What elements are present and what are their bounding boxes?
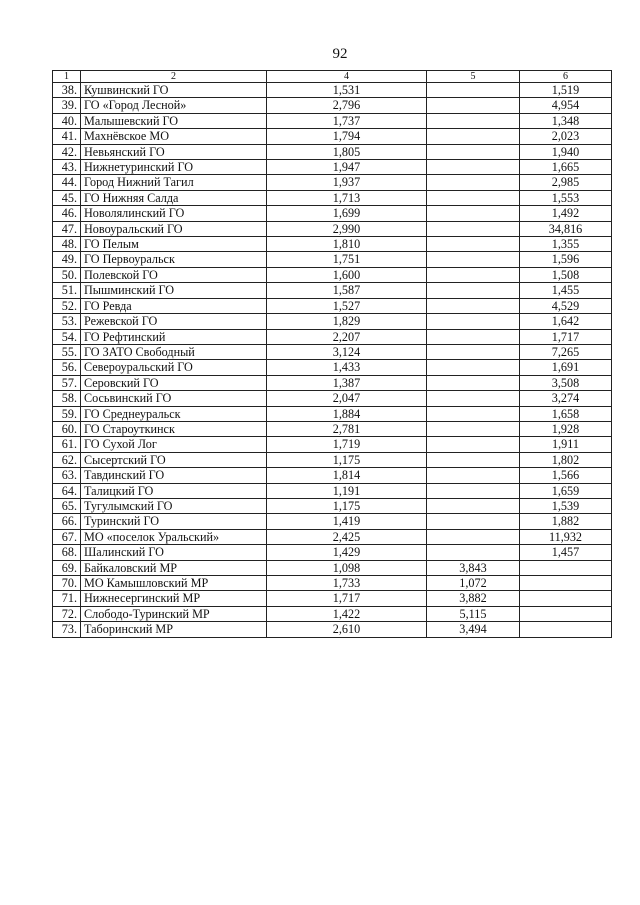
value-col-6: 1,642 <box>520 314 612 329</box>
row-number: 51. <box>53 283 81 298</box>
value-col-5: 3,882 <box>427 591 520 606</box>
value-col-6: 11,932 <box>520 529 612 544</box>
table-row <box>53 483 612 498</box>
row-number: 63. <box>53 468 81 483</box>
value-col-6: 1,940 <box>520 144 612 159</box>
row-number: 49. <box>53 252 81 267</box>
table-row <box>53 298 612 313</box>
value-col-5 <box>427 267 520 282</box>
value-col-5 <box>427 406 520 421</box>
value-col-6: 1,457 <box>520 545 612 560</box>
value-col-5 <box>427 375 520 390</box>
value-col-6: 1,355 <box>520 237 612 252</box>
value-col-6: 1,928 <box>520 421 612 436</box>
value-col-6: 1,882 <box>520 514 612 529</box>
value-col-6: 1,658 <box>520 406 612 421</box>
municipality-name: МО Камышловский МР <box>81 576 267 591</box>
table-row <box>53 514 612 529</box>
table-row <box>53 498 612 513</box>
row-number: 58. <box>53 391 81 406</box>
table-row <box>53 175 612 190</box>
row-number: 40. <box>53 113 81 128</box>
value-col-4: 1,527 <box>267 298 427 313</box>
table-row <box>53 314 612 329</box>
header-col-6: 6 <box>520 71 612 83</box>
value-col-6: 1,691 <box>520 360 612 375</box>
municipality-name: Невьянский ГО <box>81 144 267 159</box>
value-col-5 <box>427 483 520 498</box>
row-number: 50. <box>53 267 81 282</box>
table-row <box>53 406 612 421</box>
value-col-5: 3,494 <box>427 622 520 637</box>
row-number: 46. <box>53 206 81 221</box>
table-row <box>53 421 612 436</box>
value-col-4: 1,937 <box>267 175 427 190</box>
value-col-5 <box>427 314 520 329</box>
value-col-6: 1,455 <box>520 283 612 298</box>
municipality-name: Полевской ГО <box>81 267 267 282</box>
value-col-4: 1,175 <box>267 452 427 467</box>
table-row <box>53 622 612 637</box>
value-col-5 <box>427 160 520 175</box>
value-col-6: 3,274 <box>520 391 612 406</box>
municipality-name: Сосьвинский ГО <box>81 391 267 406</box>
value-col-4: 2,610 <box>267 622 427 637</box>
row-number: 53. <box>53 314 81 329</box>
value-col-4: 1,387 <box>267 375 427 390</box>
municipality-name: ГО Нижняя Салда <box>81 190 267 205</box>
value-col-5 <box>427 283 520 298</box>
value-col-5 <box>427 252 520 267</box>
row-number: 73. <box>53 622 81 637</box>
value-col-6: 1,659 <box>520 483 612 498</box>
value-col-4: 1,814 <box>267 468 427 483</box>
value-col-6: 1,717 <box>520 329 612 344</box>
table-row <box>53 206 612 221</box>
table-row <box>53 360 612 375</box>
municipality-name: Кушвинский ГО <box>81 83 267 98</box>
municipality-name: ГО ЗАТО Свободный <box>81 344 267 359</box>
table-row <box>53 576 612 591</box>
municipality-name: Таборинский МР <box>81 622 267 637</box>
value-col-5 <box>427 452 520 467</box>
municipality-name: ГО Ревда <box>81 298 267 313</box>
municipality-name: ГО Среднеуральск <box>81 406 267 421</box>
row-number: 52. <box>53 298 81 313</box>
row-number: 69. <box>53 560 81 575</box>
value-col-6: 2,023 <box>520 129 612 144</box>
value-col-5 <box>427 529 520 544</box>
row-number: 41. <box>53 129 81 144</box>
row-number: 43. <box>53 160 81 175</box>
value-col-4: 1,751 <box>267 252 427 267</box>
value-col-4: 1,805 <box>267 144 427 159</box>
value-col-6: 3,508 <box>520 375 612 390</box>
value-col-4: 1,098 <box>267 560 427 575</box>
table-row <box>53 329 612 344</box>
value-col-6: 1,566 <box>520 468 612 483</box>
value-col-4: 2,781 <box>267 421 427 436</box>
value-col-5 <box>427 437 520 452</box>
row-number: 71. <box>53 591 81 606</box>
value-col-4: 2,990 <box>267 221 427 236</box>
row-number: 65. <box>53 498 81 513</box>
table-row <box>53 160 612 175</box>
municipality-name: ГО Рефтинский <box>81 329 267 344</box>
value-col-4: 2,047 <box>267 391 427 406</box>
municipality-name: Нижнесергинский МР <box>81 591 267 606</box>
page-number: 92 <box>332 46 348 62</box>
value-col-5 <box>427 98 520 113</box>
municipality-name: Слободо-Туринский МР <box>81 606 267 621</box>
value-col-4: 1,737 <box>267 113 427 128</box>
municipality-name: ГО «Город Лесной» <box>81 98 267 113</box>
row-number: 70. <box>53 576 81 591</box>
value-col-5: 3,843 <box>427 560 520 575</box>
row-number: 66. <box>53 514 81 529</box>
row-number: 54. <box>53 329 81 344</box>
municipality-name: Малышевский ГО <box>81 113 267 128</box>
row-number: 56. <box>53 360 81 375</box>
value-col-5 <box>427 545 520 560</box>
value-col-4: 1,419 <box>267 514 427 529</box>
value-col-5 <box>427 206 520 221</box>
municipality-name: Новоуральский ГО <box>81 221 267 236</box>
municipality-name: Сысертский ГО <box>81 452 267 467</box>
value-col-5 <box>427 298 520 313</box>
row-number: 48. <box>53 237 81 252</box>
municipality-name: Талицкий ГО <box>81 483 267 498</box>
value-col-5 <box>427 83 520 98</box>
table-row <box>53 545 612 560</box>
value-col-4: 1,699 <box>267 206 427 221</box>
value-col-4: 1,531 <box>267 83 427 98</box>
municipality-name: МО «поселок Уральский» <box>81 529 267 544</box>
value-col-6: 2,985 <box>520 175 612 190</box>
value-col-4: 2,425 <box>267 529 427 544</box>
value-col-5: 1,072 <box>427 576 520 591</box>
row-number: 59. <box>53 406 81 421</box>
row-number: 60. <box>53 421 81 436</box>
value-col-5 <box>427 421 520 436</box>
row-number: 45. <box>53 190 81 205</box>
value-col-4: 1,191 <box>267 483 427 498</box>
table-row <box>53 529 612 544</box>
value-col-6: 7,265 <box>520 344 612 359</box>
header-col-4: 4 <box>267 71 427 83</box>
value-col-4: 2,207 <box>267 329 427 344</box>
value-col-5 <box>427 329 520 344</box>
municipality-name: Город Нижний Тагил <box>81 175 267 190</box>
table-row <box>53 144 612 159</box>
municipality-name: Режевской ГО <box>81 314 267 329</box>
value-col-5 <box>427 113 520 128</box>
value-col-6: 1,596 <box>520 252 612 267</box>
header-col-2: 2 <box>81 71 267 83</box>
table-row <box>53 267 612 282</box>
value-col-6 <box>520 591 612 606</box>
value-col-4: 1,587 <box>267 283 427 298</box>
value-col-4: 1,733 <box>267 576 427 591</box>
row-number: 47. <box>53 221 81 236</box>
municipality-name: Шалинский ГО <box>81 545 267 560</box>
value-col-4: 1,719 <box>267 437 427 452</box>
municipality-name: ГО Сухой Лог <box>81 437 267 452</box>
row-number: 61. <box>53 437 81 452</box>
value-col-4: 1,717 <box>267 591 427 606</box>
table-row <box>53 252 612 267</box>
row-number: 42. <box>53 144 81 159</box>
row-number: 64. <box>53 483 81 498</box>
value-col-4: 1,884 <box>267 406 427 421</box>
table-body <box>53 71 612 638</box>
value-col-4: 1,600 <box>267 267 427 282</box>
value-col-5 <box>427 344 520 359</box>
value-col-5 <box>427 498 520 513</box>
value-col-6: 1,492 <box>520 206 612 221</box>
table-row <box>53 190 612 205</box>
municipality-name: Пышминский ГО <box>81 283 267 298</box>
value-col-6: 1,802 <box>520 452 612 467</box>
value-col-5 <box>427 175 520 190</box>
data-table <box>52 70 612 638</box>
table-row <box>53 606 612 621</box>
table-row <box>53 129 612 144</box>
value-col-5 <box>427 360 520 375</box>
value-col-4: 1,810 <box>267 237 427 252</box>
value-col-6 <box>520 560 612 575</box>
table-row <box>53 375 612 390</box>
municipality-name: Байкаловский МР <box>81 560 267 575</box>
row-number: 62. <box>53 452 81 467</box>
value-col-6: 34,816 <box>520 221 612 236</box>
row-number: 44. <box>53 175 81 190</box>
value-col-6: 4,529 <box>520 298 612 313</box>
row-number: 72. <box>53 606 81 621</box>
value-col-4: 1,433 <box>267 360 427 375</box>
value-col-6: 1,553 <box>520 190 612 205</box>
value-col-4: 1,429 <box>267 545 427 560</box>
table-row <box>53 468 612 483</box>
table-row <box>53 591 612 606</box>
municipality-name: ГО Пелым <box>81 237 267 252</box>
table-row <box>53 113 612 128</box>
row-number: 67. <box>53 529 81 544</box>
value-col-6 <box>520 606 612 621</box>
value-col-5 <box>427 391 520 406</box>
row-number: 55. <box>53 344 81 359</box>
value-col-5 <box>427 190 520 205</box>
value-col-4: 2,796 <box>267 98 427 113</box>
table-row <box>53 221 612 236</box>
row-number: 57. <box>53 375 81 390</box>
value-col-5 <box>427 468 520 483</box>
municipality-name: Североуральский ГО <box>81 360 267 375</box>
municipality-name: ГО Первоуральск <box>81 252 267 267</box>
header-col-1: 1 <box>53 71 81 83</box>
value-col-6: 1,665 <box>520 160 612 175</box>
municipality-name: Новолялинский ГО <box>81 206 267 221</box>
municipality-name: Тавдинский ГО <box>81 468 267 483</box>
municipality-name: Серовский ГО <box>81 375 267 390</box>
value-col-6 <box>520 576 612 591</box>
row-number: 68. <box>53 545 81 560</box>
value-col-4: 3,124 <box>267 344 427 359</box>
value-col-6: 1,508 <box>520 267 612 282</box>
value-col-6 <box>520 622 612 637</box>
value-col-5 <box>427 237 520 252</box>
value-col-6: 1,348 <box>520 113 612 128</box>
table-row <box>53 437 612 452</box>
municipality-name: Махнёвское МО <box>81 129 267 144</box>
value-col-6: 1,539 <box>520 498 612 513</box>
table-row <box>53 560 612 575</box>
municipality-name: Тугулымский ГО <box>81 498 267 513</box>
value-col-5: 5,115 <box>427 606 520 621</box>
table-row <box>53 344 612 359</box>
municipality-name: ГО Староуткинск <box>81 421 267 436</box>
value-col-4: 1,947 <box>267 160 427 175</box>
header-col-5: 5 <box>427 71 520 83</box>
value-col-5 <box>427 514 520 529</box>
value-col-6: 4,954 <box>520 98 612 113</box>
row-number: 38. <box>53 83 81 98</box>
table-row <box>53 391 612 406</box>
value-col-4: 1,422 <box>267 606 427 621</box>
row-number: 39. <box>53 98 81 113</box>
value-col-4: 1,713 <box>267 190 427 205</box>
municipality-name: Нижнетуринский ГО <box>81 160 267 175</box>
table-header-row <box>53 71 612 83</box>
table-row <box>53 98 612 113</box>
value-col-5 <box>427 221 520 236</box>
table-row <box>53 452 612 467</box>
value-col-4: 1,829 <box>267 314 427 329</box>
municipality-name: Туринский ГО <box>81 514 267 529</box>
value-col-5 <box>427 129 520 144</box>
value-col-6: 1,911 <box>520 437 612 452</box>
value-col-4: 1,175 <box>267 498 427 513</box>
table-row <box>53 237 612 252</box>
value-col-5 <box>427 144 520 159</box>
table-row <box>53 83 612 98</box>
value-col-6: 1,519 <box>520 83 612 98</box>
table-row <box>53 283 612 298</box>
value-col-4: 1,794 <box>267 129 427 144</box>
